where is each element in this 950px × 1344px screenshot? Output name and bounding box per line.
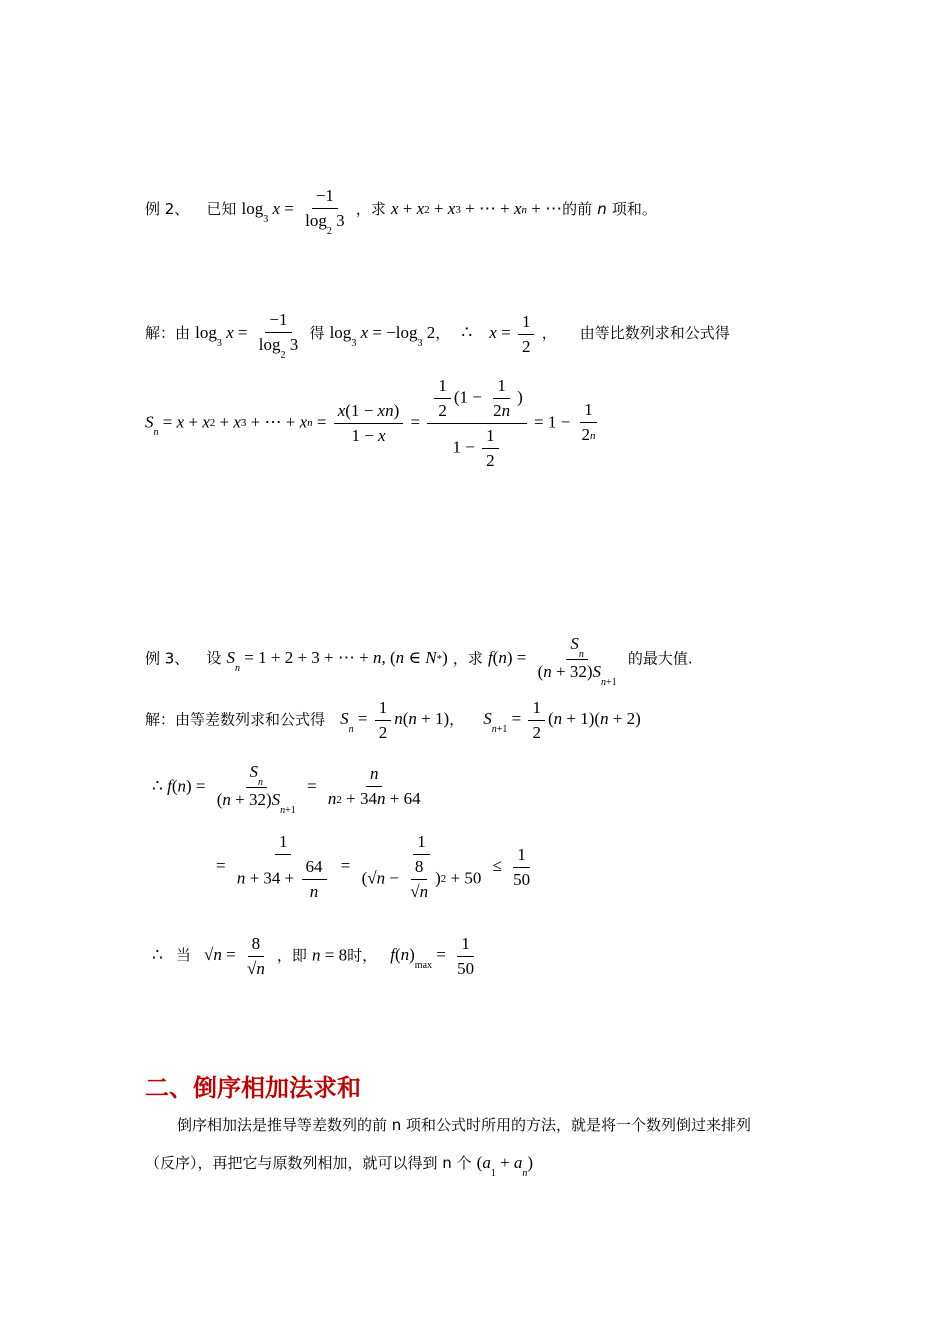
solution-3-max-value: $f(n)_{max}$ = $\frac{1}{50}$ <box>390 934 475 978</box>
solution-3-label: 解：由等差数列求和公式得 <box>145 710 326 729</box>
solution-2-condition-formula: $\log_3 x$ = $\frac{-1}{\log_2 3}$ <box>195 310 299 361</box>
example-2-series-formula: x + x2 + x3 + ⋯ + xn + ⋯ <box>390 198 563 218</box>
example-2-n: n <box>597 199 607 218</box>
example-2-tail: 的前 <box>562 199 593 218</box>
example-3-find: ，求 <box>452 649 483 668</box>
solution-3-line-1: 解：由等差数列求和公式得 $S_n$ = $\frac{1}{2}$ n(n + 1)， $S_{n+1}$ = $\frac{1}{2}$ (n + 1)(n + 2) <box>145 698 641 742</box>
example-3-label: 例 3、 <box>145 649 190 668</box>
example-3-statement <box>145 634 693 688</box>
solution-2-line-1: 解：由 $\log_3 x$ = $\frac{-1}{\log_2 3}$ 得 $\log_3 x = -\log_3$ 2， ∴ x = $\frac{1}{2}$ ， 由等比数列求和公式得 <box>145 310 730 361</box>
solution-3-therefore-1: ∴ <box>152 776 163 796</box>
solution-2-derived-formula: $\log_3 x = -\log_3$ 2 <box>329 322 436 349</box>
section-paragraph-line-1: 倒序相加法是推导等差数列的前 n 项和公式时所用的方法，就是将一个数列倒过来排列 <box>177 1116 752 1134</box>
example-3-end: 的最大值. <box>627 649 693 668</box>
example-2-given: 已知 <box>206 199 237 218</box>
solution-2-therefore: ∴ <box>461 322 473 342</box>
section-heading: 二、倒序相加法求和 <box>145 1074 361 1102</box>
solution-3-function-expansion: ∴ f(n) = $\frac{S_n}{(n + 32)S_{n+1}}$ = $\frac{n}{n2 + 34n + 64}$ <box>152 762 421 816</box>
solution-2-sum-formula: $S_n = x + x2 + x3$ + ⋯ + xn = $\frac{x(1 - xn)}{1 - x}$ = $\frac{1}{2}$ (1 − $\frac{1}{2n}$ ) 1 − $\frac{1}{2}$ = 1 − $\frac{1}{2n}$ <box>145 376 596 470</box>
solution-2-de: 得 <box>309 323 325 342</box>
solution-3-sn-formula: $S_n$ = $\frac{1}{2}$ n(n + 1) <box>340 698 450 742</box>
solution-2-label: 解：由 <box>145 323 191 342</box>
example-2-statement <box>145 186 657 237</box>
solution-3-therefore-2: ∴ <box>152 945 163 965</box>
solution-2-x-value-formula: x = $\frac{1}{2}$ <box>489 323 541 342</box>
section-line-2-text: （反序），再把它与原数列相加，就可以得到 n 个 <box>145 1154 472 1172</box>
solution-3-ie: ，即 <box>276 946 307 965</box>
solution-2-method: 由等比数列求和公式得 <box>579 323 730 342</box>
solution-3-equality-condition: √n = $\frac{8}{√n}$ <box>204 934 265 978</box>
example-2-find: ，求 <box>355 199 386 218</box>
solution-3-inequality: = 1 n + 34 + $\frac{64}{n}$ = 1 (√n − $\frac{8}{√n}$ )2 + 50 ≤ $\frac{1}{50}$ <box>216 832 531 901</box>
solution-3-when: 当 <box>175 946 191 965</box>
example-2-end: 项和。 <box>611 199 657 218</box>
solution-3-conclusion <box>152 934 481 979</box>
example-3-sn-definition: $S_n = 1 + 2 + 3$ + ⋯ + n, (n ∈ N*) <box>226 648 448 675</box>
example-3-set: 设 <box>206 649 222 668</box>
section-paragraph-line-2 <box>145 1152 534 1179</box>
example-2-condition-formula: $\log_3 x$ = $\frac{-1}{\log_2 3}$ <box>241 186 345 237</box>
solution-3-sn1-formula: $S_{n+1}$ = $\frac{1}{2}$ (n + 1)(n + 2) <box>483 698 641 742</box>
section-pair-formula: $(a_1 + a_n)$ <box>476 1153 534 1179</box>
solution-3-n-value: n = 8 <box>312 945 348 965</box>
solution-3-shi: 时， <box>347 946 378 965</box>
example-2-label: 例 2、 <box>145 199 190 218</box>
example-3-function-formula: f(n) = $\frac{S_n}{(n + 32)S_{n+1}}$ <box>487 634 617 688</box>
